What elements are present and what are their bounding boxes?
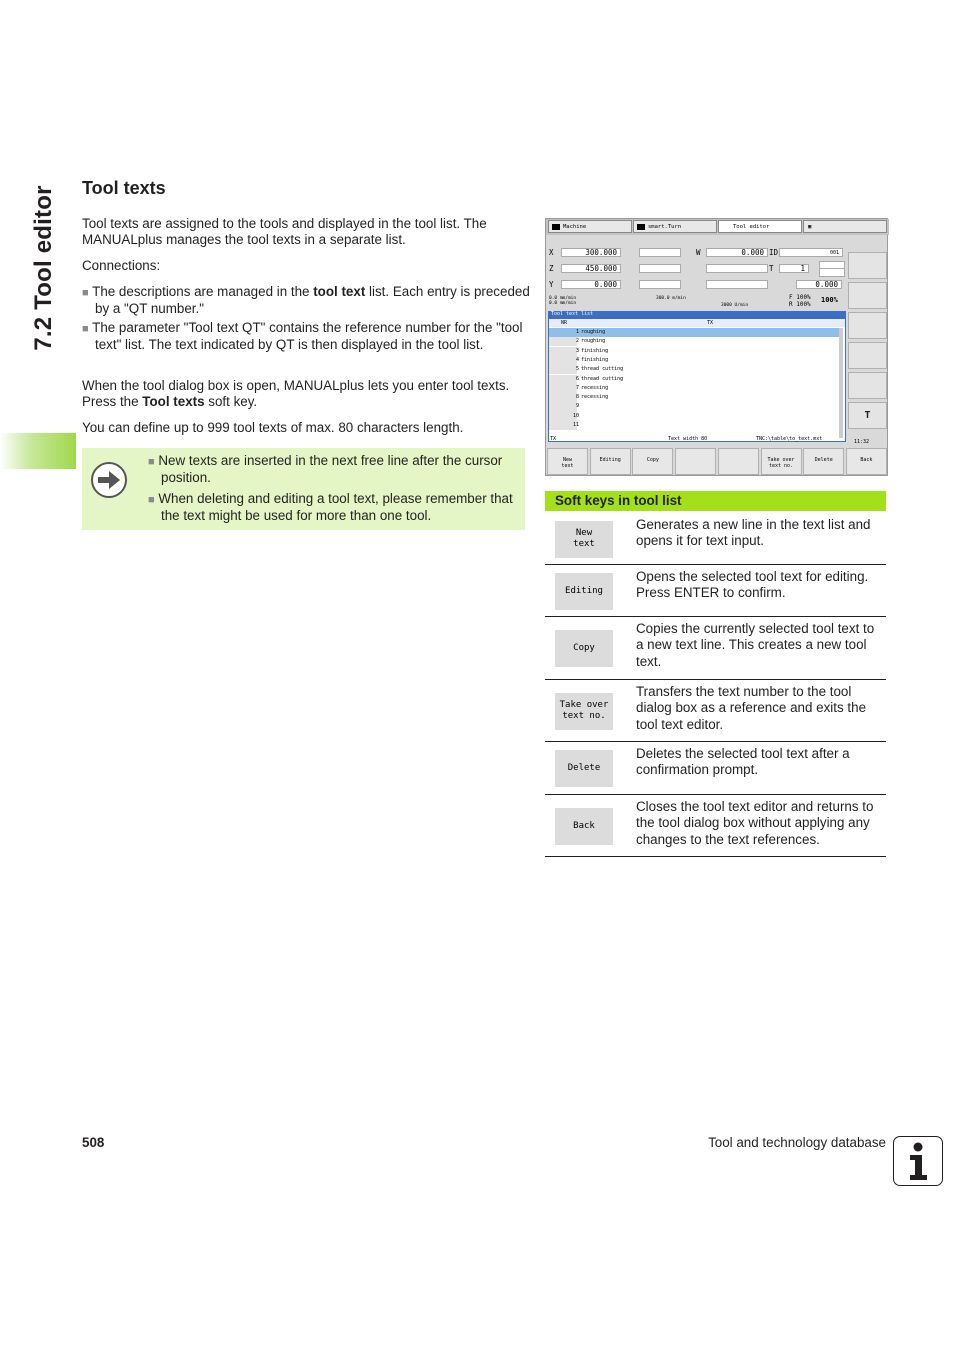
softkey-description: Copies the currently selected tool text to a new text line. This creates a new tool text. — [636, 621, 875, 669]
paragraph-dialog: When the tool dialog box is open, MANUALplus lets you enter tool texts. Press the Tool texts soft key. — [82, 378, 510, 410]
softkey[interactable]: Take over text no. — [761, 448, 802, 475]
c-value: 0.000 — [796, 280, 842, 289]
row-nr: 11 — [572, 422, 579, 428]
vertical-softkey[interactable] — [848, 372, 887, 399]
softkey-label: Back — [573, 820, 595, 831]
table-row — [545, 741, 886, 795]
softkey[interactable] — [675, 448, 716, 475]
paragraph-limit: You can define up to 999 tool texts of max. 80 characters length. — [82, 420, 464, 435]
speed-readout: 3000 U/min — [721, 303, 749, 308]
list-row[interactable] — [549, 384, 839, 393]
delta-z-field — [639, 264, 681, 273]
section-heading: Tool texts — [82, 178, 166, 198]
list-row[interactable] — [549, 402, 839, 411]
note-text — [148, 453, 518, 528]
page-number: 508 — [82, 1135, 105, 1150]
row-tx: recessing — [581, 384, 609, 391]
list-row[interactable] — [549, 347, 839, 356]
t-value: 1 — [779, 264, 809, 273]
row-nr: 4 — [575, 356, 579, 363]
id-label: ID — [769, 248, 779, 257]
delta-y-field — [639, 280, 681, 289]
feed-cut-readout: 300.0 m/min — [656, 296, 686, 301]
row-tx: thread cutting — [581, 375, 624, 382]
spindle-override: 100% — [821, 296, 838, 304]
list-row[interactable] — [549, 356, 839, 365]
tool-t-icon[interactable]: T — [848, 402, 887, 429]
softkey-description: Opens the selected tool text for editing. Press ENTER to confirm. — [636, 569, 869, 601]
side-tab-bar — [0, 433, 76, 469]
vertical-softkey[interactable] — [848, 342, 887, 369]
table-row — [545, 679, 886, 742]
status-file: TNC:\table\to_text.mxt — [756, 436, 823, 442]
axis-x-value: 300.000 — [561, 248, 621, 257]
row-nr: 7 — [575, 384, 579, 391]
softkey[interactable]: Delete — [803, 448, 844, 475]
scrollbar[interactable] — [839, 328, 843, 438]
paragraph-connections: Connections: — [82, 258, 161, 273]
row-tx: roughing — [581, 329, 606, 335]
tab-tool-editor[interactable]: Tool editor — [718, 220, 802, 233]
softkey-label: New text — [573, 528, 595, 549]
status-width: Text width 80 — [668, 436, 708, 442]
softkey[interactable]: Editing — [590, 448, 631, 475]
feed-readout: 0.0 mm/min 0.0 mm/min — [549, 296, 577, 306]
axis-x-label: X — [549, 248, 554, 257]
softkey-label: Copy — [573, 643, 595, 653]
list-title: Tool text list — [548, 311, 846, 318]
screen-tabs — [546, 219, 889, 235]
tool-text-list — [548, 318, 846, 442]
axis-z-value: 450.000 — [561, 264, 621, 273]
row-tx: finishing — [581, 356, 609, 363]
bullet-descriptions: ■ The descriptions are managed in the tool text list. Each entry is preceded by a "QT number." — [82, 284, 530, 317]
softkey-description: Deletes the selected tool text after a confirmation prompt. — [636, 746, 850, 778]
bullet-parameter: ■ The parameter "Tool text QT" contains the reference number for the "tool text" list. The text indicated by QT is then displayed in the tool list. — [82, 320, 523, 353]
softkey-label: Editing — [565, 585, 603, 596]
softkey-description: Generates a new line in the text list and opens it for text input. — [636, 517, 871, 549]
col-tx: TX — [707, 320, 714, 326]
note-item: ■ New texts are inserted in the next free line after the cursor position. — [148, 453, 503, 486]
field-blank — [706, 280, 768, 289]
bullet-square-icon: ■ — [82, 323, 89, 335]
list-row[interactable] — [549, 375, 839, 384]
row-nr: 10 — [572, 412, 579, 419]
chapter-title: Tool and technology database — [708, 1135, 886, 1150]
id-value: 001 — [779, 248, 843, 257]
bullet-square-icon: ■ — [82, 287, 89, 299]
softkey[interactable]: Copy — [632, 448, 673, 475]
row-tx: recessing — [581, 394, 609, 401]
list-row[interactable] — [549, 365, 839, 374]
row-nr: 8 — [575, 394, 579, 401]
table-row — [545, 616, 886, 680]
offset-z-field — [819, 268, 845, 277]
info-icon — [893, 1136, 943, 1186]
softkey-image — [555, 750, 613, 787]
col-nr: NR — [561, 320, 568, 326]
axis-z-label: Z — [549, 264, 554, 273]
softkey-label: Delete — [567, 763, 601, 773]
status-field: TX — [550, 436, 557, 442]
t-label: T — [769, 264, 774, 273]
table-row — [545, 794, 886, 857]
softkey-image — [555, 521, 613, 558]
row-nr: 1 — [575, 329, 579, 335]
arrow-icon — [637, 224, 645, 230]
softkey[interactable] — [718, 448, 759, 475]
paragraph-intro: Tool texts are assigned to the tools and displayed in the tool list. The MANUALplus manages the tool texts in a separate list. — [82, 216, 487, 248]
override-readout: F 100% R 100% — [789, 294, 811, 308]
table-heading: Soft keys in tool list — [545, 491, 886, 511]
list-row[interactable] — [549, 393, 839, 402]
tab-smart-turn[interactable]: smart.Turn — [633, 220, 717, 233]
row-nr: 9 — [575, 403, 579, 410]
list-header — [549, 319, 845, 327]
clock: 11:32 — [854, 439, 870, 445]
axis-y-label: Y — [549, 280, 554, 289]
row-tx: finishing — [581, 347, 609, 354]
softkey-image — [555, 808, 613, 845]
list-status-bar — [548, 435, 846, 443]
softkey-description: Transfers the text number to the tool dialog box as a reference and exits the tool text editor. — [636, 684, 867, 732]
row-tx: roughing — [581, 338, 606, 345]
softkey-image — [555, 573, 613, 610]
row-tx: thread cutting — [581, 366, 624, 373]
row-nr: 2 — [575, 338, 579, 345]
note-item: ■ When deleting and editing a tool text, please remember that the text might be used for more than one tool. — [148, 490, 513, 523]
softkey-label: Take over text no. — [559, 700, 609, 721]
list-row[interactable] — [549, 328, 839, 337]
row-nr: 3 — [575, 347, 579, 354]
axis-y-value: 0.000 — [561, 280, 621, 289]
axis-w-label: W — [696, 248, 701, 257]
softkey[interactable]: Back — [846, 448, 887, 475]
softkey-description: Closes the tool text editor and returns to the tool dialog box without applying any changes to the text references. — [636, 799, 874, 847]
table-row — [545, 564, 886, 617]
softkey[interactable]: New text — [547, 448, 588, 475]
table-row — [545, 512, 886, 565]
row-nr: 6 — [575, 375, 579, 382]
vertical-softkey[interactable] — [848, 312, 887, 339]
arrow-right-icon — [90, 461, 128, 499]
list-row[interactable] — [549, 421, 839, 430]
side-tab-title: 7.2 Tool editor — [30, 185, 57, 351]
tab-save[interactable]: ▣ — [803, 220, 887, 233]
delta-x-field — [639, 248, 681, 257]
list-row[interactable] — [549, 412, 839, 421]
arrow-icon — [552, 224, 560, 230]
tab-machine[interactable]: Machine — [548, 220, 632, 233]
axis-w-value: 0.000 — [706, 248, 768, 257]
row-nr: 5 — [575, 366, 579, 373]
field-blank — [706, 264, 768, 273]
control-screenshot — [545, 218, 888, 476]
vertical-softkey[interactable] — [848, 252, 887, 279]
softkey-row — [546, 448, 889, 476]
vertical-softkey[interactable] — [848, 282, 887, 309]
softkey-image — [555, 693, 613, 730]
softkey-image — [555, 630, 613, 667]
list-row[interactable] — [549, 337, 839, 346]
